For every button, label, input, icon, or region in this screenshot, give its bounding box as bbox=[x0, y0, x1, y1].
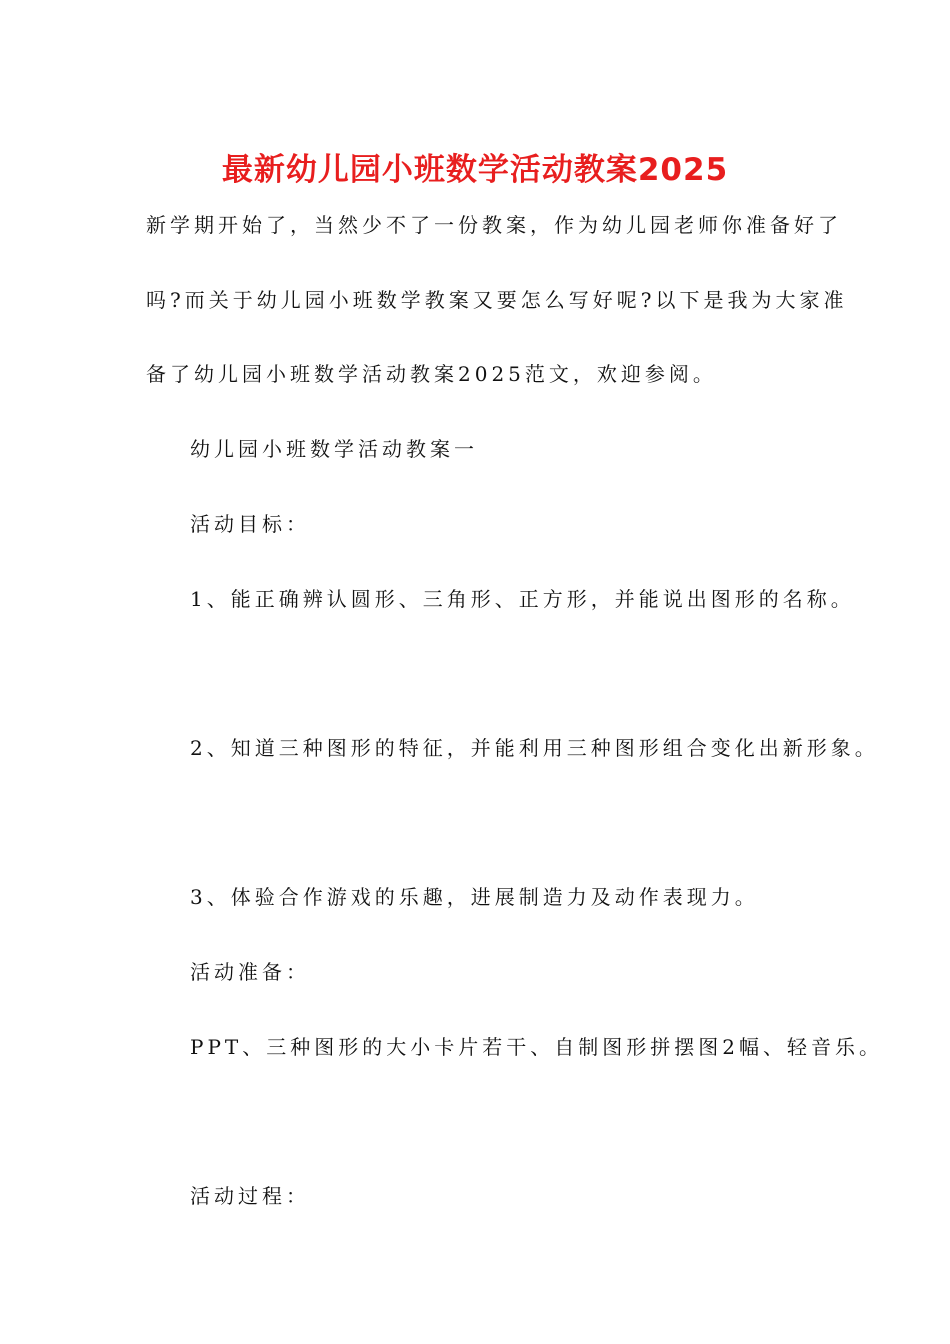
goal-item-3: 3、体验合作游戏的乐趣，进展制造力及动作表现力。 bbox=[190, 885, 759, 909]
intro-line-3: 备了幼儿园小班数学活动教案2025范文，欢迎参阅。 bbox=[146, 362, 717, 386]
goals-heading: 活动目标： bbox=[190, 512, 310, 536]
goal-item-1: 1、能正确辨认圆形、三角形、正方形，并能说出图形的名称。 bbox=[190, 587, 855, 611]
intro-line-2: 吗?而关于幼儿园小班数学教案又要怎么写好呢?以下是我为大家准 bbox=[146, 288, 848, 312]
section-heading: 幼儿园小班数学活动教案一 bbox=[190, 437, 478, 461]
process-heading: 活动过程： bbox=[190, 1184, 310, 1208]
intro-line-1: 新学期开始了，当然少不了一份教案，作为幼儿园老师你准备好了 bbox=[146, 213, 842, 237]
goal-item-2: 2、知道三种图形的特征，并能利用三种图形组合变化出新形象。 bbox=[190, 736, 879, 760]
prep-text: PPT、三种图形的大小卡片若干、自制图形拼摆图2幅、轻音乐。 bbox=[190, 1035, 883, 1059]
prep-heading: 活动准备： bbox=[190, 960, 310, 984]
document-title: 最新幼儿园小班数学活动教案2025 bbox=[221, 152, 729, 188]
